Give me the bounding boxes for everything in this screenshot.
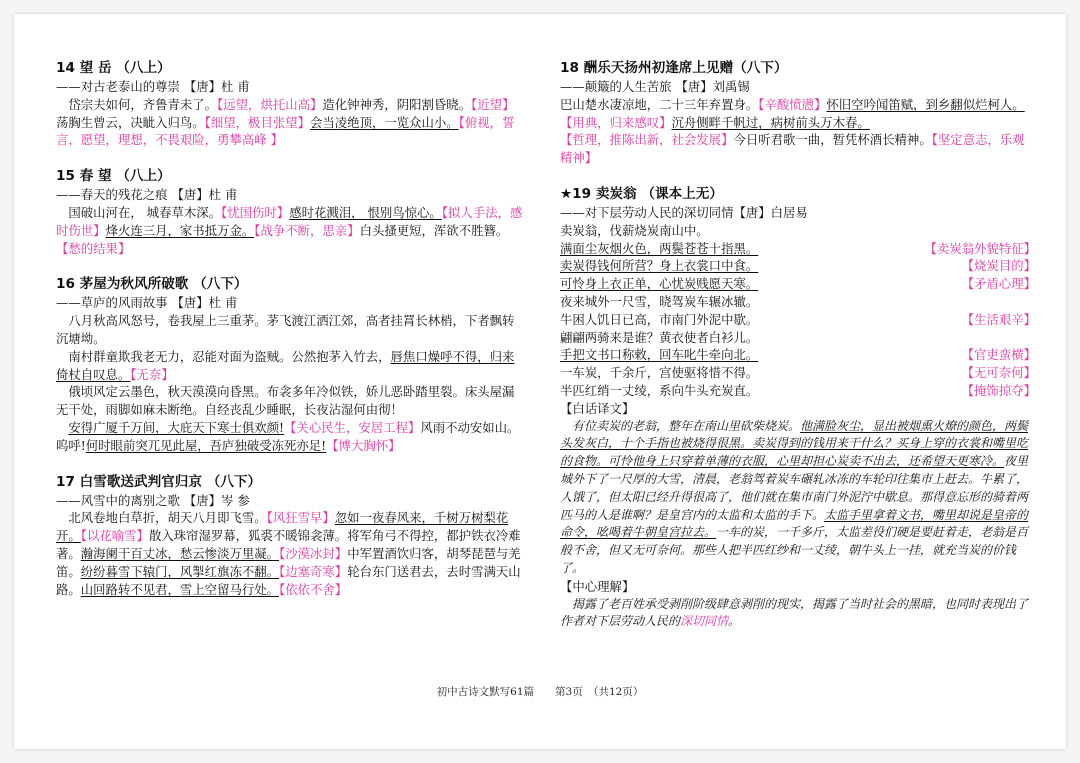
right-column [560, 58, 1036, 641]
body-text: 南村群童欺我老无力，忍能对面为盗贼。公然抱茅入竹去， [56, 348, 391, 364]
poem-line-text: 翩翩两骑来是谁？黄衣使者白衫儿。 [560, 329, 759, 345]
poem-title: 15 春 望 （八上） [56, 168, 171, 185]
underlined-text: 感时花溅泪， 恨别鸟惊心。 [289, 204, 442, 220]
poem-line [560, 275, 1036, 293]
body-text: 国破山河在， 城春草木深。 [56, 204, 222, 220]
poem-body [560, 96, 1036, 167]
poem-line-text: 卖炭得钱何所营？身上衣裳口中食。 [560, 258, 759, 274]
poem-title: ★19 卖炭翁 （课本上无） [560, 185, 723, 202]
poem-subtitle: ——颠簸的人生苦旅 【唐】刘禹锡 [560, 79, 750, 94]
underlined-text: 山回路转不见君，雪上空留马行处。 [80, 581, 280, 597]
annotation-text: 【生活艰辛】 [961, 311, 1036, 327]
underlined-text: 怀旧空吟闻笛赋，到乡翻似烂柯人。 [826, 96, 1025, 112]
annotation-text: 【无奈】 [130, 366, 174, 382]
body-text: 俄顷风定云墨色，秋天漠漠向昏黑。布衾多年冷似铁，娇儿恶卧踏里裂。床头屋漏无干处，雨脚如麻未断绝。自经丧乱少睡眠，长夜沾湿何由彻！ [56, 384, 515, 418]
annotation-text: 【边塞奇寒】 [279, 563, 348, 579]
annotation-text: 【愁的结果】 [56, 240, 131, 256]
annotation-text: 【战争不断，思亲】 [254, 222, 360, 238]
annotation-text: 【忧国伤时】 [221, 204, 290, 220]
poem-title: 14 望 岳 （八上） [56, 60, 171, 76]
poem-line [560, 329, 1036, 347]
annotation-text: 【关心民生，安居工程】 [284, 419, 421, 435]
poem-line [560, 293, 1036, 311]
annotation-text: 【风狂雪早】 [266, 510, 335, 526]
body-text: 岱宗夫如何，齐鲁青未了。 [56, 96, 218, 112]
underlined-text: 太监手里拿着文书，嘴里却说是皇帝的命令，吆喝着牛朝皇宫拉去。 [560, 507, 1029, 540]
annotation-text: 【哲理，推陈出新，社会发展】 [560, 132, 734, 148]
underlined-text: 卖炭得到的钱用来干什么？买身上穿的衣裳和嘴里吃的食物。 [560, 436, 1029, 469]
underlined-text: 他满脸灰尘，显出被烟熏火燎的颜色，两鬓头发灰白，十个手指也被烧得很黑。 [560, 418, 1029, 451]
annotation-text: 【官吏蛮横】 [961, 347, 1036, 363]
body-text: 轮台东门送君去，去时雪满天山路。 [56, 563, 521, 597]
underlined-text: 忽如一夜春风来，千树万树梨花开。 [56, 510, 509, 544]
poem-subtitle: ——风雪中的离别之歌 【唐】岑 参 [56, 492, 250, 508]
translation-label: 【白话译文】 [560, 400, 635, 416]
poem-line [560, 382, 1036, 400]
annotation-text: 【拟人手法，感时伤世】 [56, 204, 523, 238]
poem-body [56, 312, 526, 454]
body-text: 八月秋高风怒号，卷我屋上三重茅。茅飞渡江洒江郊，高者挂罥长林梢，下者飘转沉塘坳。 [56, 313, 515, 346]
underlined-text: 唇焦口燥呼不得，归来倚杖自叹息。 [56, 348, 515, 382]
poem-title: 17 白雪歌送武判官归京 （八下） [56, 473, 262, 490]
page-footer: 初中古诗文默写61篇 第3页 （共12页） [436, 686, 644, 698]
poem-14 [56, 58, 526, 149]
body-text: 荡胸生曾云，决眦入归鸟。 [56, 114, 205, 130]
body-text [56, 420, 68, 435]
annotation-text: 【辛酸愤懑】 [758, 96, 827, 112]
annotation-text: 【远望，烘托山高】 [217, 96, 323, 112]
center-label: 【中心理解】 [560, 578, 635, 594]
poem-title: 18 酬乐天扬州初逢席上见赠（八下） [560, 60, 788, 76]
poem-line [560, 311, 1036, 329]
center-body [560, 596, 1036, 632]
annotation-text: 【烧炭目的】 [961, 258, 1036, 274]
body-text: 白头搔更短，浑欲不胜簪。 [359, 222, 509, 238]
poem-line-text: 满面尘灰烟火色，两鬓苍苍十指黑。 [560, 240, 759, 256]
body-text: 巴山楚水凄凉地，二十三年弃置身。 [560, 96, 759, 112]
underlined-text: 烽火连三月，家书抵万金。 [105, 222, 255, 238]
poem-16 [56, 274, 526, 454]
poem-line [560, 346, 1036, 364]
annotation-text: 【博大胸怀】 [326, 437, 401, 453]
underlined-text: 可怜他身上只穿着单薄的衣服，心里却担心炭卖不出去，还希望天更寒冷。 [608, 454, 1005, 469]
annotation-text: 【掩饰掠夺】 [961, 382, 1036, 398]
poem-line-text: 一车炭，千余斤，宫使驱将惜不得。 [560, 365, 759, 381]
poem-19 [560, 184, 1036, 631]
translation-body [560, 418, 1036, 578]
poem-body [56, 96, 526, 149]
poem-15 [56, 166, 526, 257]
poem-line-text: 手把文书口称敕，回车叱牛牵向北。 [560, 347, 759, 363]
annotation-text: 【依依不舍】 [279, 581, 348, 597]
annotation-text: 【细望，极目张望】 [204, 114, 311, 130]
poem-subtitle: ——对下层劳动人民的深切同情【唐】白居易 [560, 204, 808, 220]
poem-line [560, 222, 1036, 240]
body-text: 。 [728, 614, 741, 629]
poem-18 [560, 58, 1036, 167]
poem-subtitle: ——春天的残花之痕 【唐】杜 甫 [56, 187, 238, 203]
annotation-text: 【用典，归来感叹】 [560, 114, 672, 130]
body-text: 今日听君歌一曲，暂凭杯酒长精神。 [733, 132, 932, 148]
underlined-text: 沉舟侧畔千帆过，病树前头万木春。 [671, 114, 870, 130]
annotation-text: 【坚定意志，乐观精神】 [560, 132, 1025, 166]
body-text: 北风卷地白草折，胡天八月即飞雪。 [56, 510, 267, 526]
annotation-text: 【无可奈何】 [961, 365, 1036, 381]
body-text: 一车的炭，一千多斤，太监差役们硬是要赶着走，老翁是百般不舍，但又无可奈何。那些人把半匹红纱和一丈绫，朝牛头上一挂，就充当炭的价钱了。 [560, 525, 1029, 575]
poem-body [56, 204, 526, 257]
poem-body [56, 509, 526, 598]
annotation-text: 【以花喻雪】 [80, 528, 149, 544]
poem-line [560, 364, 1036, 382]
body-text: 风雨不动安如山。呜呼! [56, 419, 520, 453]
poem-line-text: 卖炭翁，伐薪烧炭南山中。 [560, 222, 709, 238]
annotation-text: 【近望】 [471, 96, 515, 112]
poem-line-text: 夜来城外一尺雪，晓驾炭车辗冰辙。 [560, 293, 759, 309]
poem-line [560, 257, 1036, 275]
annotation-text: 【沙漠冰封】 [279, 545, 348, 561]
poem-subtitle: ——草庐的风雨故事 【唐】杜 甫 [56, 295, 238, 311]
body-text: 散入珠帘湿罗幕，狐裘不暖锦衾薄。将军角弓不得控，都护铁衣冷难著。 [56, 528, 521, 561]
underlined-text: 纷纷暮雪下辕门，风掣红旗冻不翻。 [80, 563, 280, 579]
body-text: 中军置酒饮归客，胡琴琵琶与羌笛。 [56, 545, 521, 579]
poem-line-text: 可怜身上衣正单，心忧炭贱愿天寒。 [560, 276, 759, 292]
poem-line-text: 半匹红绡一丈绫，系向牛头充炭直。 [560, 382, 759, 398]
document-page [14, 14, 1066, 749]
annotation-text: 【矛盾心理】 [961, 276, 1036, 292]
annotation-text: 【俯视，誓言，愿望，理想，不畏艰险，勇攀高峰 】 [56, 114, 515, 148]
left-column [56, 58, 526, 615]
poem-line-text: 牛困人饥日已高，市南门外泥中歇。 [560, 311, 759, 327]
poem-lines [560, 222, 1036, 400]
body-text: 造化钟神秀，阴阳割昏晓。 [322, 96, 472, 112]
poem-title: 16 茅屋为秋风所破歌 （八下） [56, 276, 248, 293]
underlined-text: 瀚海阑干百丈冰，愁云惨淡万里凝。 [80, 545, 280, 561]
annotation-text: 深切同情 [680, 614, 729, 629]
poem-line [560, 240, 1036, 258]
body-text: 揭露了老百姓承受剥削阶级肆意剥削的现实，揭露了当时社会的黑暗，也同时表现出了作者对下层劳动人民的 [560, 596, 1029, 629]
underlined-text: 安得广厦千万间，大庇天下寒士俱欢颜! [68, 419, 285, 435]
annotation-text: 【卖炭翁外貌特征】 [924, 240, 1036, 256]
underlined-text: 会当凌绝顶，一览众山小。 [310, 114, 459, 130]
body-text: 夜里城外下了一尺厚的大雪，清晨，老翁驾着炭车碾轧冰冻的车轮印往集市上赶去。牛累了，人饿了，但太阳已经升得很高了，他们就在集市南门外泥泞中歇息。那得意忘形的骑着两匹马的人是谁啊？是皇宫内的太监和太监的手下。 [560, 454, 1029, 522]
poem-subtitle: ——对古老泰山的尊崇 【唐】杜 甫 [56, 79, 250, 94]
body-text: 有位卖炭的老翁，整年在南山里砍柴烧炭。 [560, 418, 801, 433]
underlined-text: 何时眼前突兀见此屋，吾庐独破受冻死亦足! [85, 437, 327, 453]
poem-17 [56, 472, 526, 599]
